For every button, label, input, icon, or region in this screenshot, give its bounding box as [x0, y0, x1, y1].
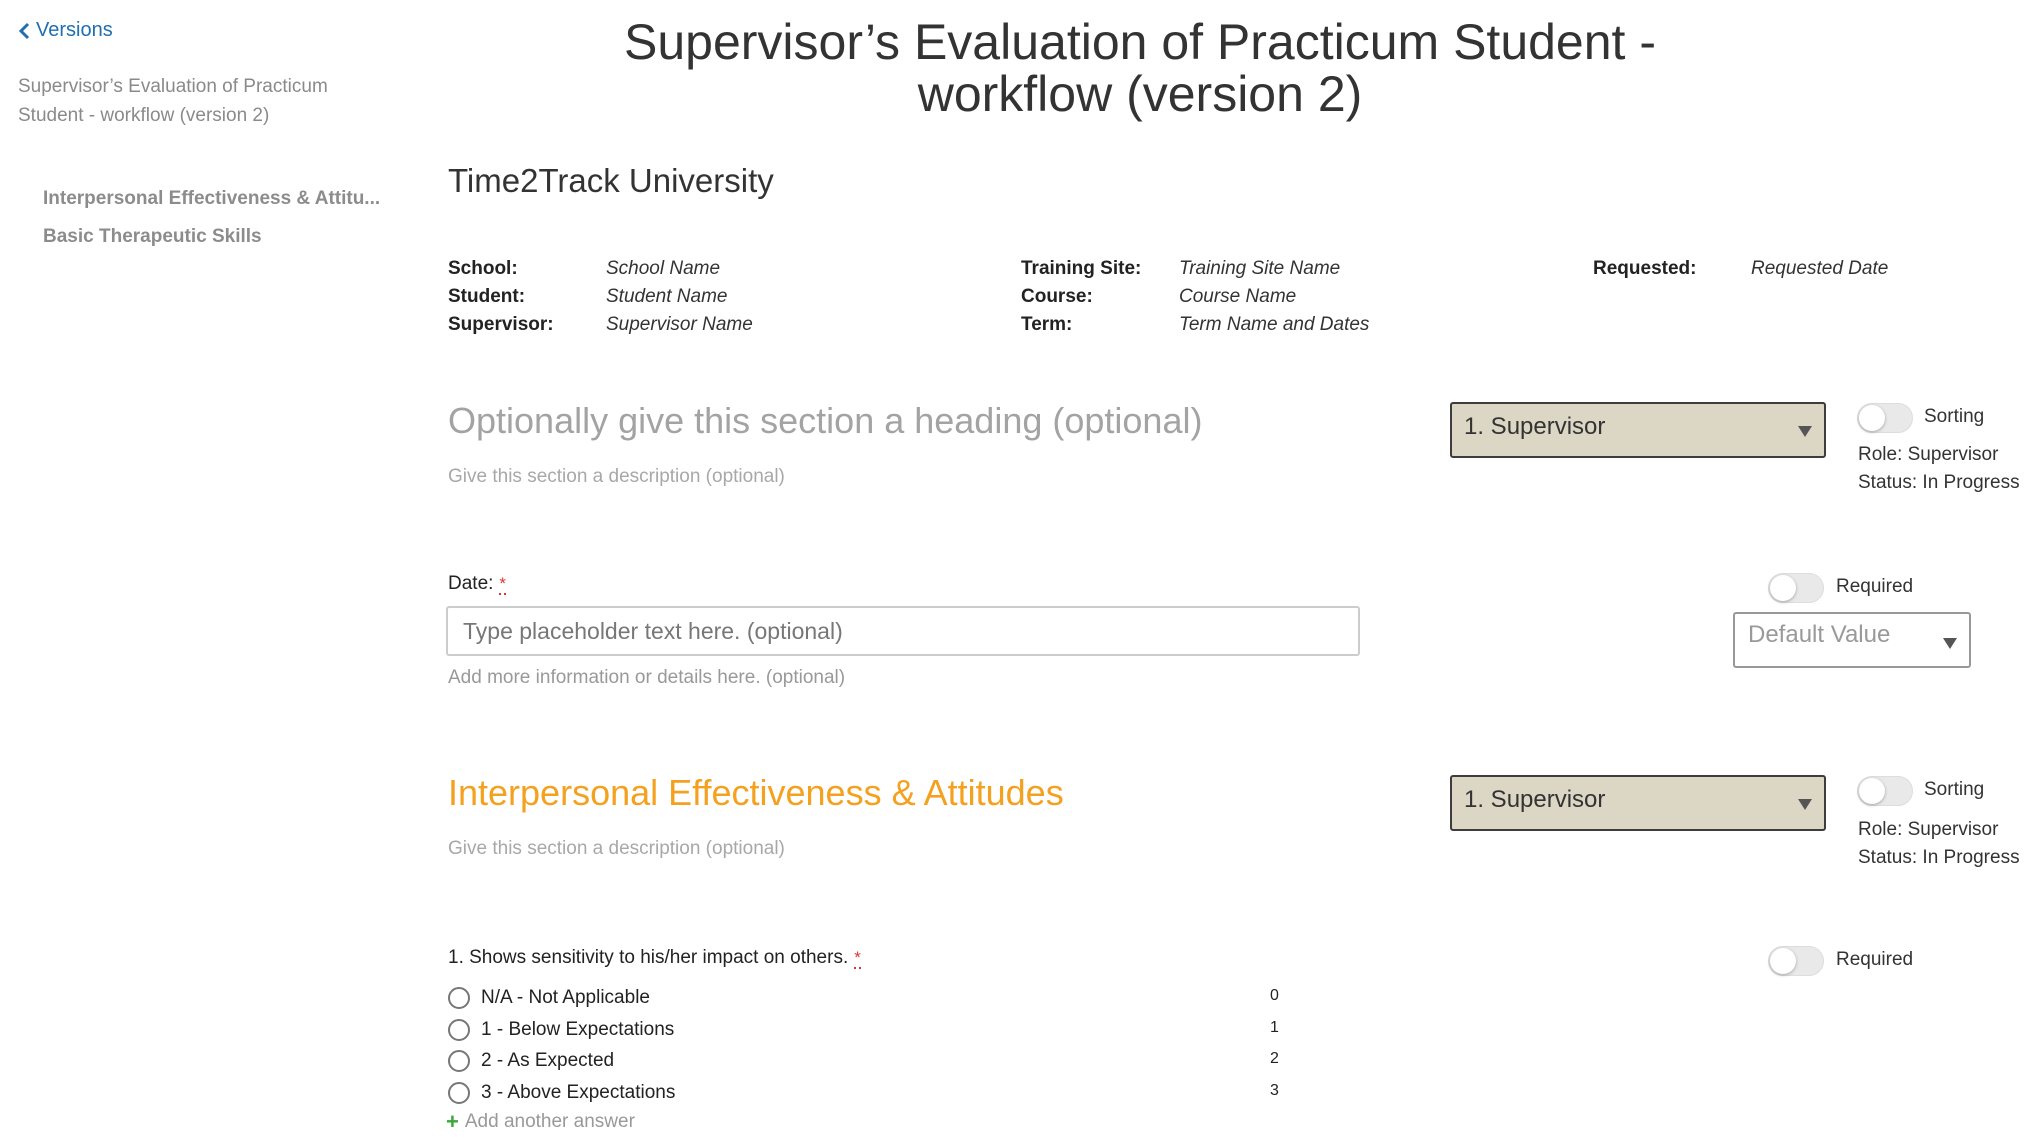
plus-icon: +: [446, 1109, 459, 1134]
school-value: School Name: [606, 258, 721, 279]
caret-down-icon: [1798, 799, 1812, 810]
caret-down-icon: [1943, 638, 1957, 649]
sidebar-item-interpersonal[interactable]: Interpersonal Effectiveness & Attitu...: [43, 188, 381, 209]
section-assignee-value: 1. Supervisor: [1464, 413, 1606, 440]
radio-na[interactable]: [448, 987, 470, 1009]
organization-name: Time2Track University: [448, 162, 774, 199]
requested-value: Requested Date: [1751, 258, 1889, 279]
school-label: School:: [448, 258, 518, 279]
sorting-toggle[interactable]: [1857, 776, 1913, 806]
date-label-text: Date:: [448, 573, 494, 594]
radio-below-expectations[interactable]: [448, 1019, 470, 1041]
sidebar-form-title: Supervisor’s Evaluation of Practicum Student - workflow (version 2): [18, 76, 328, 126]
training-site-label: Training Site:: [1021, 258, 1142, 279]
course-label: Course:: [1021, 286, 1093, 307]
student-label: Student:: [448, 286, 526, 307]
versions-back-link[interactable]: [18, 19, 113, 42]
sidebar-item-basic-therapeutic[interactable]: Basic Therapeutic Skills: [43, 226, 262, 247]
versions-link-label: Versions: [36, 19, 113, 41]
section-assignee-value: 1. Supervisor: [1464, 786, 1606, 813]
required-marker: *: [854, 948, 861, 967]
answer-score[interactable]: 3: [1270, 1082, 1279, 1099]
chevron-left-icon: [18, 22, 30, 40]
required-marker: *: [499, 574, 507, 593]
add-answer-button[interactable]: [446, 1109, 635, 1135]
add-answer-label: Add another answer: [464, 1111, 635, 1132]
term-label: Term:: [1021, 314, 1073, 335]
supervisor-value: Supervisor Name: [606, 314, 753, 335]
default-value-select[interactable]: [1733, 612, 1971, 668]
required-toggle[interactable]: [1768, 573, 1824, 603]
page-title: [560, 16, 1720, 120]
required-label: Required: [1836, 576, 1914, 597]
answer-option-label[interactable]: 2 - As Expected: [481, 1050, 615, 1071]
question-label: [448, 947, 861, 969]
answer-option-label[interactable]: 1 - Below Expectations: [481, 1019, 675, 1040]
section-role: Role: Supervisor: [1858, 444, 1999, 465]
field-help-input[interactable]: Add more information or details here. (optional): [448, 667, 846, 688]
question-text: 1. Shows sensitivity to his/her impact on others.: [448, 947, 849, 968]
student-value: Student Name: [606, 286, 728, 307]
sorting-toggle[interactable]: [1857, 403, 1913, 433]
required-toggle[interactable]: [1768, 946, 1824, 976]
sorting-label: Sorting: [1924, 779, 1985, 800]
required-label: Required: [1836, 949, 1914, 970]
page-title-line2: workflow (version 2): [917, 66, 1363, 122]
section-assignee-select[interactable]: [1450, 402, 1826, 458]
answer-score[interactable]: 0: [1270, 987, 1279, 1004]
section-description-input[interactable]: Give this section a description (optional): [448, 838, 785, 859]
radio-as-expected[interactable]: [448, 1050, 470, 1072]
section-assignee-select[interactable]: [1450, 775, 1826, 831]
answer-option-label[interactable]: 3 - Above Expectations: [481, 1082, 676, 1103]
date-field-label: [448, 573, 506, 595]
course-value: Course Name: [1179, 286, 1297, 307]
caret-down-icon: [1798, 426, 1812, 437]
requested-label: Requested:: [1593, 258, 1697, 279]
supervisor-label: Supervisor:: [448, 314, 554, 335]
answer-score[interactable]: 2: [1270, 1050, 1279, 1067]
sorting-label: Sorting: [1924, 406, 1985, 427]
default-value-text: Default Value: [1748, 621, 1891, 648]
section-description-input[interactable]: Give this section a description (optional): [448, 466, 785, 487]
page-title-line1: Supervisor’s Evaluation of Practicum Student -: [624, 14, 1656, 70]
radio-above-expectations[interactable]: [448, 1082, 470, 1104]
answer-option-label[interactable]: N/A - Not Applicable: [481, 987, 650, 1008]
training-site-value: Training Site Name: [1179, 258, 1341, 279]
section-heading-input[interactable]: Interpersonal Effectiveness & Attitudes: [448, 772, 1064, 813]
section-status: Status: In Progress: [1858, 472, 2020, 493]
term-value: Term Name and Dates: [1179, 314, 1370, 335]
answer-score[interactable]: 1: [1270, 1019, 1279, 1036]
section-role: Role: Supervisor: [1858, 819, 1999, 840]
placeholder-text-input[interactable]: Type placeholder text here. (optional): [446, 606, 1360, 656]
section-status: Status: In Progress: [1858, 847, 2020, 868]
section-heading-input[interactable]: Optionally give this section a heading (optional): [448, 400, 1203, 441]
